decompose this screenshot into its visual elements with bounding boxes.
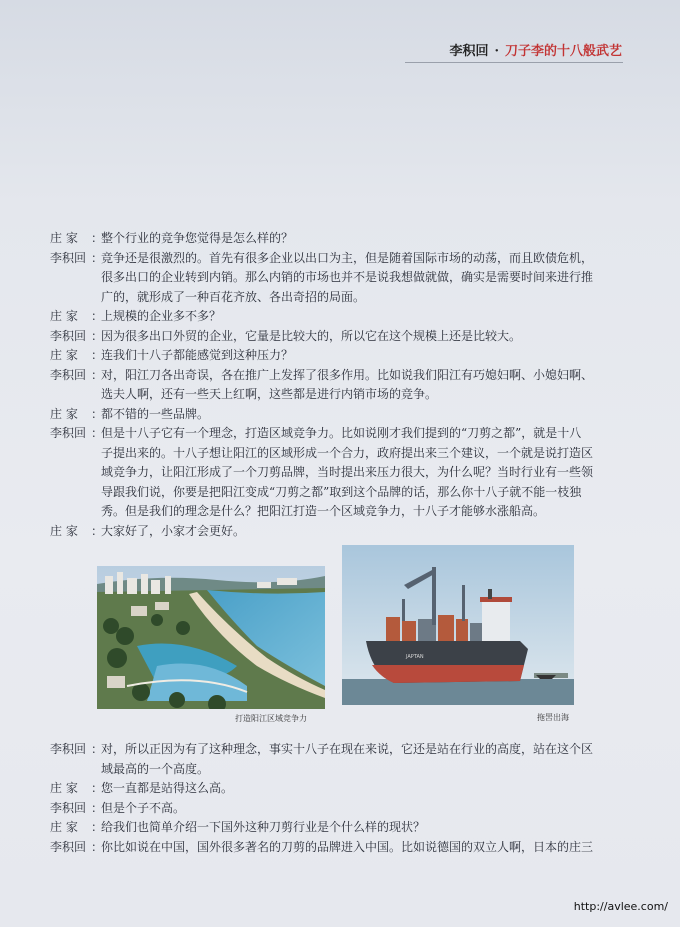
speaker-name [50,760,91,780]
speaker-colon: ： [91,328,104,343]
dialogue-line [50,268,640,288]
dialogue-text: 竞争还是很激烈的。首先有很多企业以出口为主，但是随着国际市场的动荡，而且欧债危机， [101,250,594,265]
speaker-colon: ： [91,367,104,382]
dialogue-text: 连我们十八子都能感觉到这种压力？ [101,348,294,362]
speaker-name: 庄 家 [50,406,78,421]
dialogue-text: 整个行业的竞争您觉得是怎么样的？ [101,231,294,245]
speaker-colon [91,444,101,464]
dialogue-line [50,327,640,347]
caption-left: 打造阳江区域竞争力 [235,714,307,723]
dialogue-line [50,463,640,483]
dialogue-text: 对，阳江刀各出奇误，各在推广上发挥了很多作用。比如说我们阳江有巧媳妇啊、小媳妇啊、 [101,367,594,382]
watermark: http://avlee.com/ [573,900,668,913]
speaker-name: 庄 家 [50,348,78,362]
coastal-city-illustration [97,566,325,709]
dialogue-text: 秀。但是我们的理念是什么？把阳江打造一个区域竞争力，十八子才能够水涨船高。 [101,504,546,518]
speaker-name: 庄 家 [50,231,78,245]
speaker-colon [91,463,101,483]
container-ship-illustration [342,545,574,705]
dialogue-text: 子提出来的。十八子想让阳江的区域形成一个合力，政府提出来三个建议，一个就是说打造区 [101,445,594,460]
speaker-name: 李积回 [50,742,87,756]
speaker-colon [91,268,101,288]
speaker-colon [91,502,101,522]
coastal-city-photo [97,566,325,709]
speaker-colon: ： [91,231,104,245]
speaker-colon [91,288,101,308]
dialogue-text: 你比如说在中国，国外很多著名的刀剪的品牌进入中国。比如说德国的双立人啊，日本的庄三 [101,839,594,854]
caption-right: 拖罟出海 [537,713,569,722]
dialogue-text: 域竞争力，让阳江形成了一个刀剪品牌，当时提出来压力很大，为什么呢？当时行业有一些领 [101,465,594,479]
dialogue-line [50,483,640,503]
dialogue-text: 您一直都是站得这么高。 [101,781,234,795]
speaker-colon [91,760,101,780]
header-title: 刀子李的十八般武艺 [504,44,622,59]
dialogue-line [50,307,640,327]
speaker-name [50,463,91,483]
dialogue-line [50,838,640,858]
container-ship-photo [342,545,574,705]
dialogue-text: 但是十八子它有一个理念，打造区域竞争力。比如说刚才我们提到的“刀剪之都”，就是十八 [101,426,582,440]
speaker-colon: ： [91,426,104,440]
dialogue-line [50,444,640,464]
dialogue-line [50,424,640,444]
running-header [449,40,622,59]
interview-dialogue-top [50,229,640,541]
dialogue-text: 给我们也简单介绍一下国外这种刀剪行业是个什么样的现状？ [101,820,426,834]
dialogue-text: 但是个子不高。 [101,800,186,815]
speaker-name: 李积回 [50,839,87,854]
speaker-colon [91,483,101,503]
dialogue-text: 很多出口的企业转到内销。那么内销的市场也并不是说我想做就做，确实是需要时间来进行推 [101,270,594,284]
dialogue-line [50,799,640,819]
speaker-name [50,268,91,288]
speaker-name [50,444,91,464]
speaker-name: 李积回 [50,328,87,343]
dialogue-line [50,818,640,838]
dialogue-text: 选夫人啊，还有一些天上红啊，这些都是进行内销市场的竞争。 [101,387,438,401]
speaker-name [50,502,91,522]
speaker-colon: ： [91,348,104,362]
speaker-name: 李积回 [50,800,87,815]
speaker-name [50,385,91,405]
speaker-colon: ： [91,742,104,756]
speaker-colon: ： [91,250,104,265]
speaker-colon: ： [91,800,104,815]
dialogue-line [50,346,640,366]
dialogue-line [50,760,640,780]
dialogue-line [50,385,640,405]
dialogue-line [50,249,640,269]
dialogue-line [50,288,640,308]
dialogue-text: 大家好了，小家才会更好。 [101,523,246,538]
speaker-colon: ： [91,820,104,834]
speaker-colon: ： [91,309,104,323]
dialogue-text: 都不错的一些品牌。 [101,406,210,421]
header-separator: · [494,44,499,59]
speaker-name: 李积回 [50,426,87,440]
speaker-name: 庄 家 [50,820,78,834]
speaker-name: 李积回 [50,250,87,265]
dialogue-text: 对，所以正因为有了这种理念，事实十八子在现在来说，它还是站在行业的高度，站在这个区 [101,742,594,756]
speaker-name: 庄 家 [50,781,78,795]
speaker-name [50,288,91,308]
dialogue-line [50,405,640,425]
speaker-colon [91,385,101,405]
dialogue-line [50,229,640,249]
speaker-name: 李积回 [50,367,87,382]
speaker-colon: ： [91,523,104,538]
speaker-colon: ： [91,781,104,795]
speaker-colon: ： [91,406,104,421]
speaker-name: 庄 家 [50,523,78,538]
dialogue-text: 因为很多出口外贸的企业，它量是比较大的，所以它在这个规模上还是比较大。 [101,328,522,343]
dialogue-line [50,522,640,542]
dialogue-text: 导跟我们说，你要是把阳江变成“刀剪之都”取到这个品牌的话，那么你十八子就不能一枝独 [101,484,582,499]
svg-text:JAPTAN: JAPTAN [406,654,424,660]
dialogue-line [50,366,640,386]
speaker-name: 庄 家 [50,309,78,323]
dialogue-text: 广的，就形成了一种百花齐放、各出奇招的局面。 [101,289,366,304]
header-author: 李积回 [449,44,489,59]
speaker-colon: ： [91,839,104,854]
dialogue-text: 上规模的企业多不多？ [101,309,222,323]
dialogue-text: 域最高的一个高度。 [101,761,210,776]
dialogue-line [50,502,640,522]
header-rule [405,62,623,63]
dialogue-line [50,740,640,760]
speaker-name [50,483,91,503]
dialogue-line [50,779,640,799]
interview-dialogue-bottom [50,740,640,857]
